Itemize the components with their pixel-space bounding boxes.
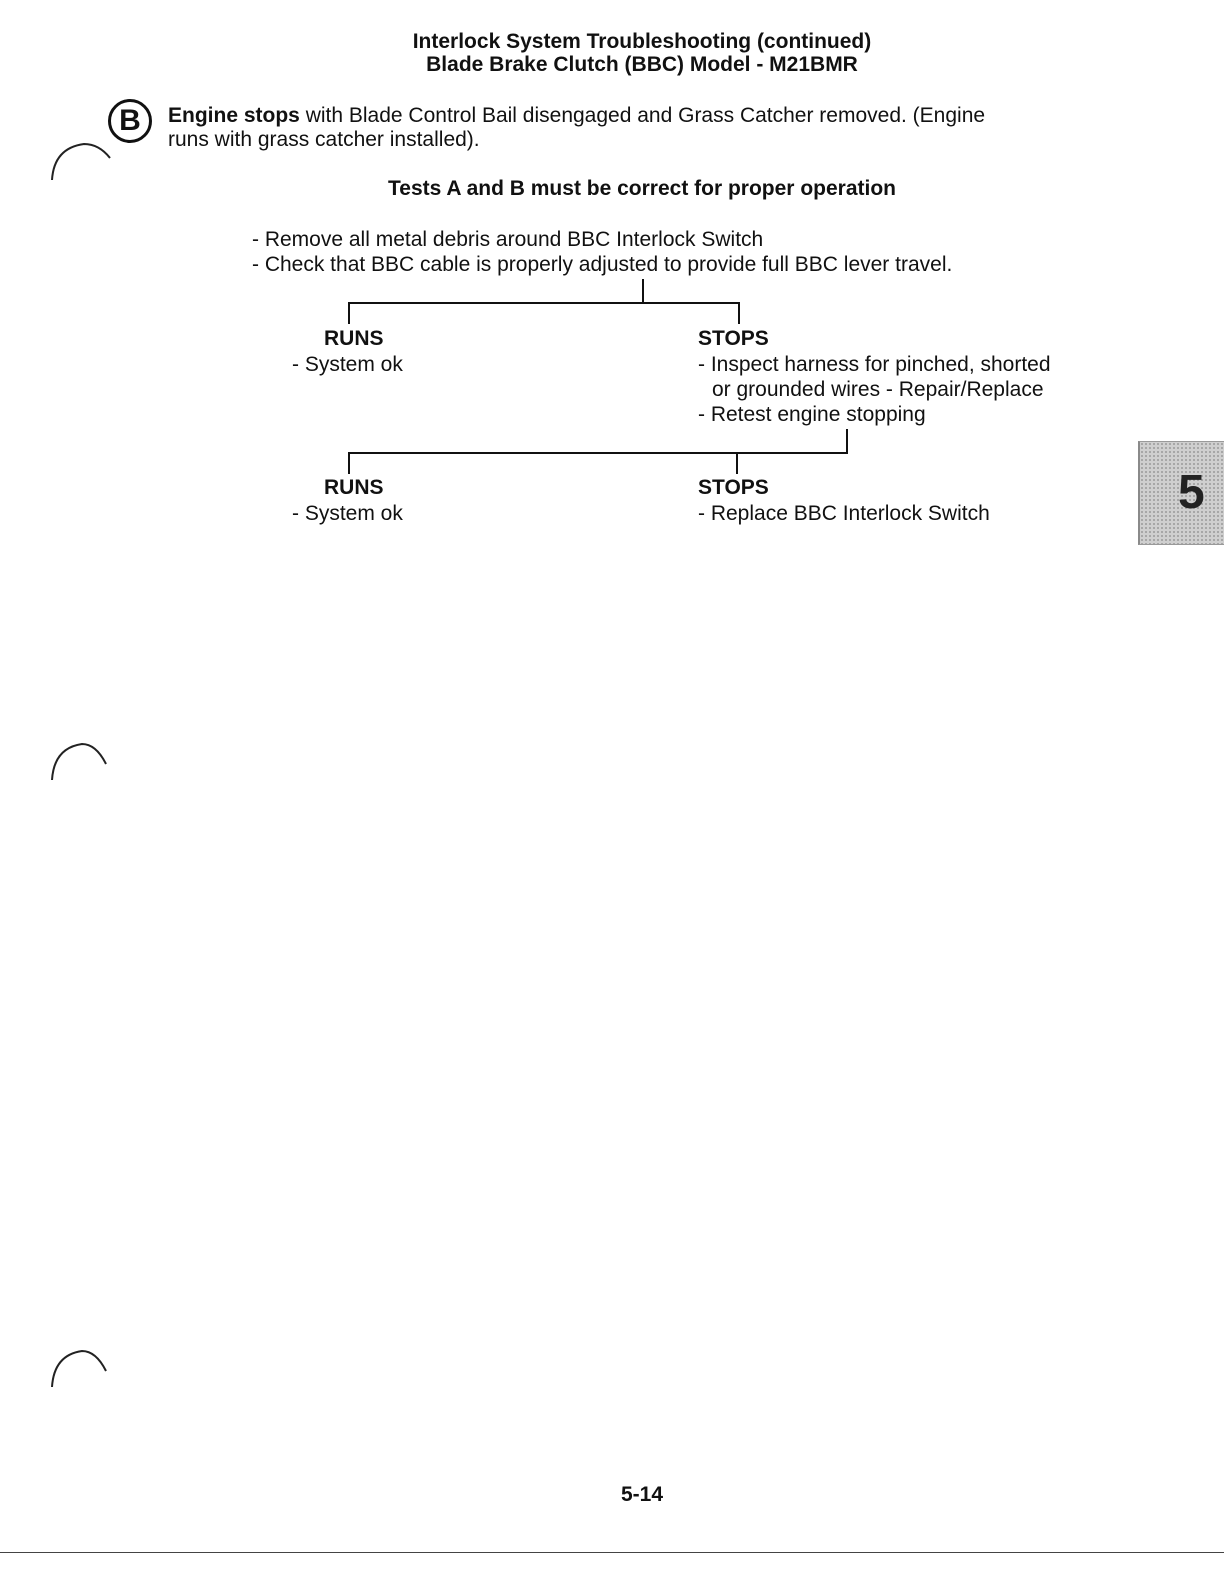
chapter-tab-number: 5	[1178, 466, 1205, 519]
flow-connector-line	[348, 452, 848, 454]
flow-connector-line	[736, 452, 738, 474]
branch2-runs-text: - System ok	[292, 502, 403, 525]
branch1-stops-line3: - Retest engine stopping	[698, 403, 926, 426]
flow-connector-line	[348, 302, 350, 324]
flow-step1-line2: - Check that BBC cable is properly adjusted to provide full BBC lever travel.	[252, 253, 953, 276]
flow-step1-line1: - Remove all metal debris around BBC Interlock Switch	[252, 228, 764, 251]
branch1-runs-text: - System ok	[292, 353, 403, 376]
binder-hole-arc-icon	[44, 1345, 114, 1393]
section-badge: B	[108, 99, 152, 143]
branch1-stops-line2: or grounded wires - Repair/Replace	[712, 378, 1044, 401]
flow-connector-line	[846, 429, 848, 453]
branch1-stops-line1: - Inspect harness for pinched, shorted	[698, 353, 1051, 376]
binder-hole-arc-icon	[44, 738, 114, 786]
branch2-stops-heading: STOPS	[698, 476, 769, 499]
flow-connector-line	[642, 279, 644, 303]
section-subheading: Tests A and B must be correct for proper operation	[388, 177, 896, 200]
flow-connector-line	[738, 302, 740, 324]
page-title-line1: Interlock System Troubleshooting (continued)	[412, 30, 872, 53]
branch2-runs-heading: RUNS	[324, 476, 384, 499]
section-intro	[168, 104, 1108, 152]
intro-line2: runs with grass catcher installed).	[168, 128, 480, 151]
flow-connector-line	[348, 452, 350, 474]
page-number: 5-14	[620, 1483, 664, 1506]
flow-connector-line	[348, 302, 740, 304]
page-title-line2: Blade Brake Clutch (BBC) Model - M21BMR	[426, 53, 858, 76]
footer-rule	[0, 1552, 1224, 1553]
branch1-runs-heading: RUNS	[324, 327, 384, 350]
branch1-stops-heading: STOPS	[698, 327, 769, 350]
intro-bold-phrase: Engine stops	[168, 104, 300, 127]
intro-line1: with Blade Control Bail disengaged and Grass Catcher removed. (Engine	[299, 104, 986, 127]
branch2-stops-text: - Replace BBC Interlock Switch	[698, 502, 990, 525]
